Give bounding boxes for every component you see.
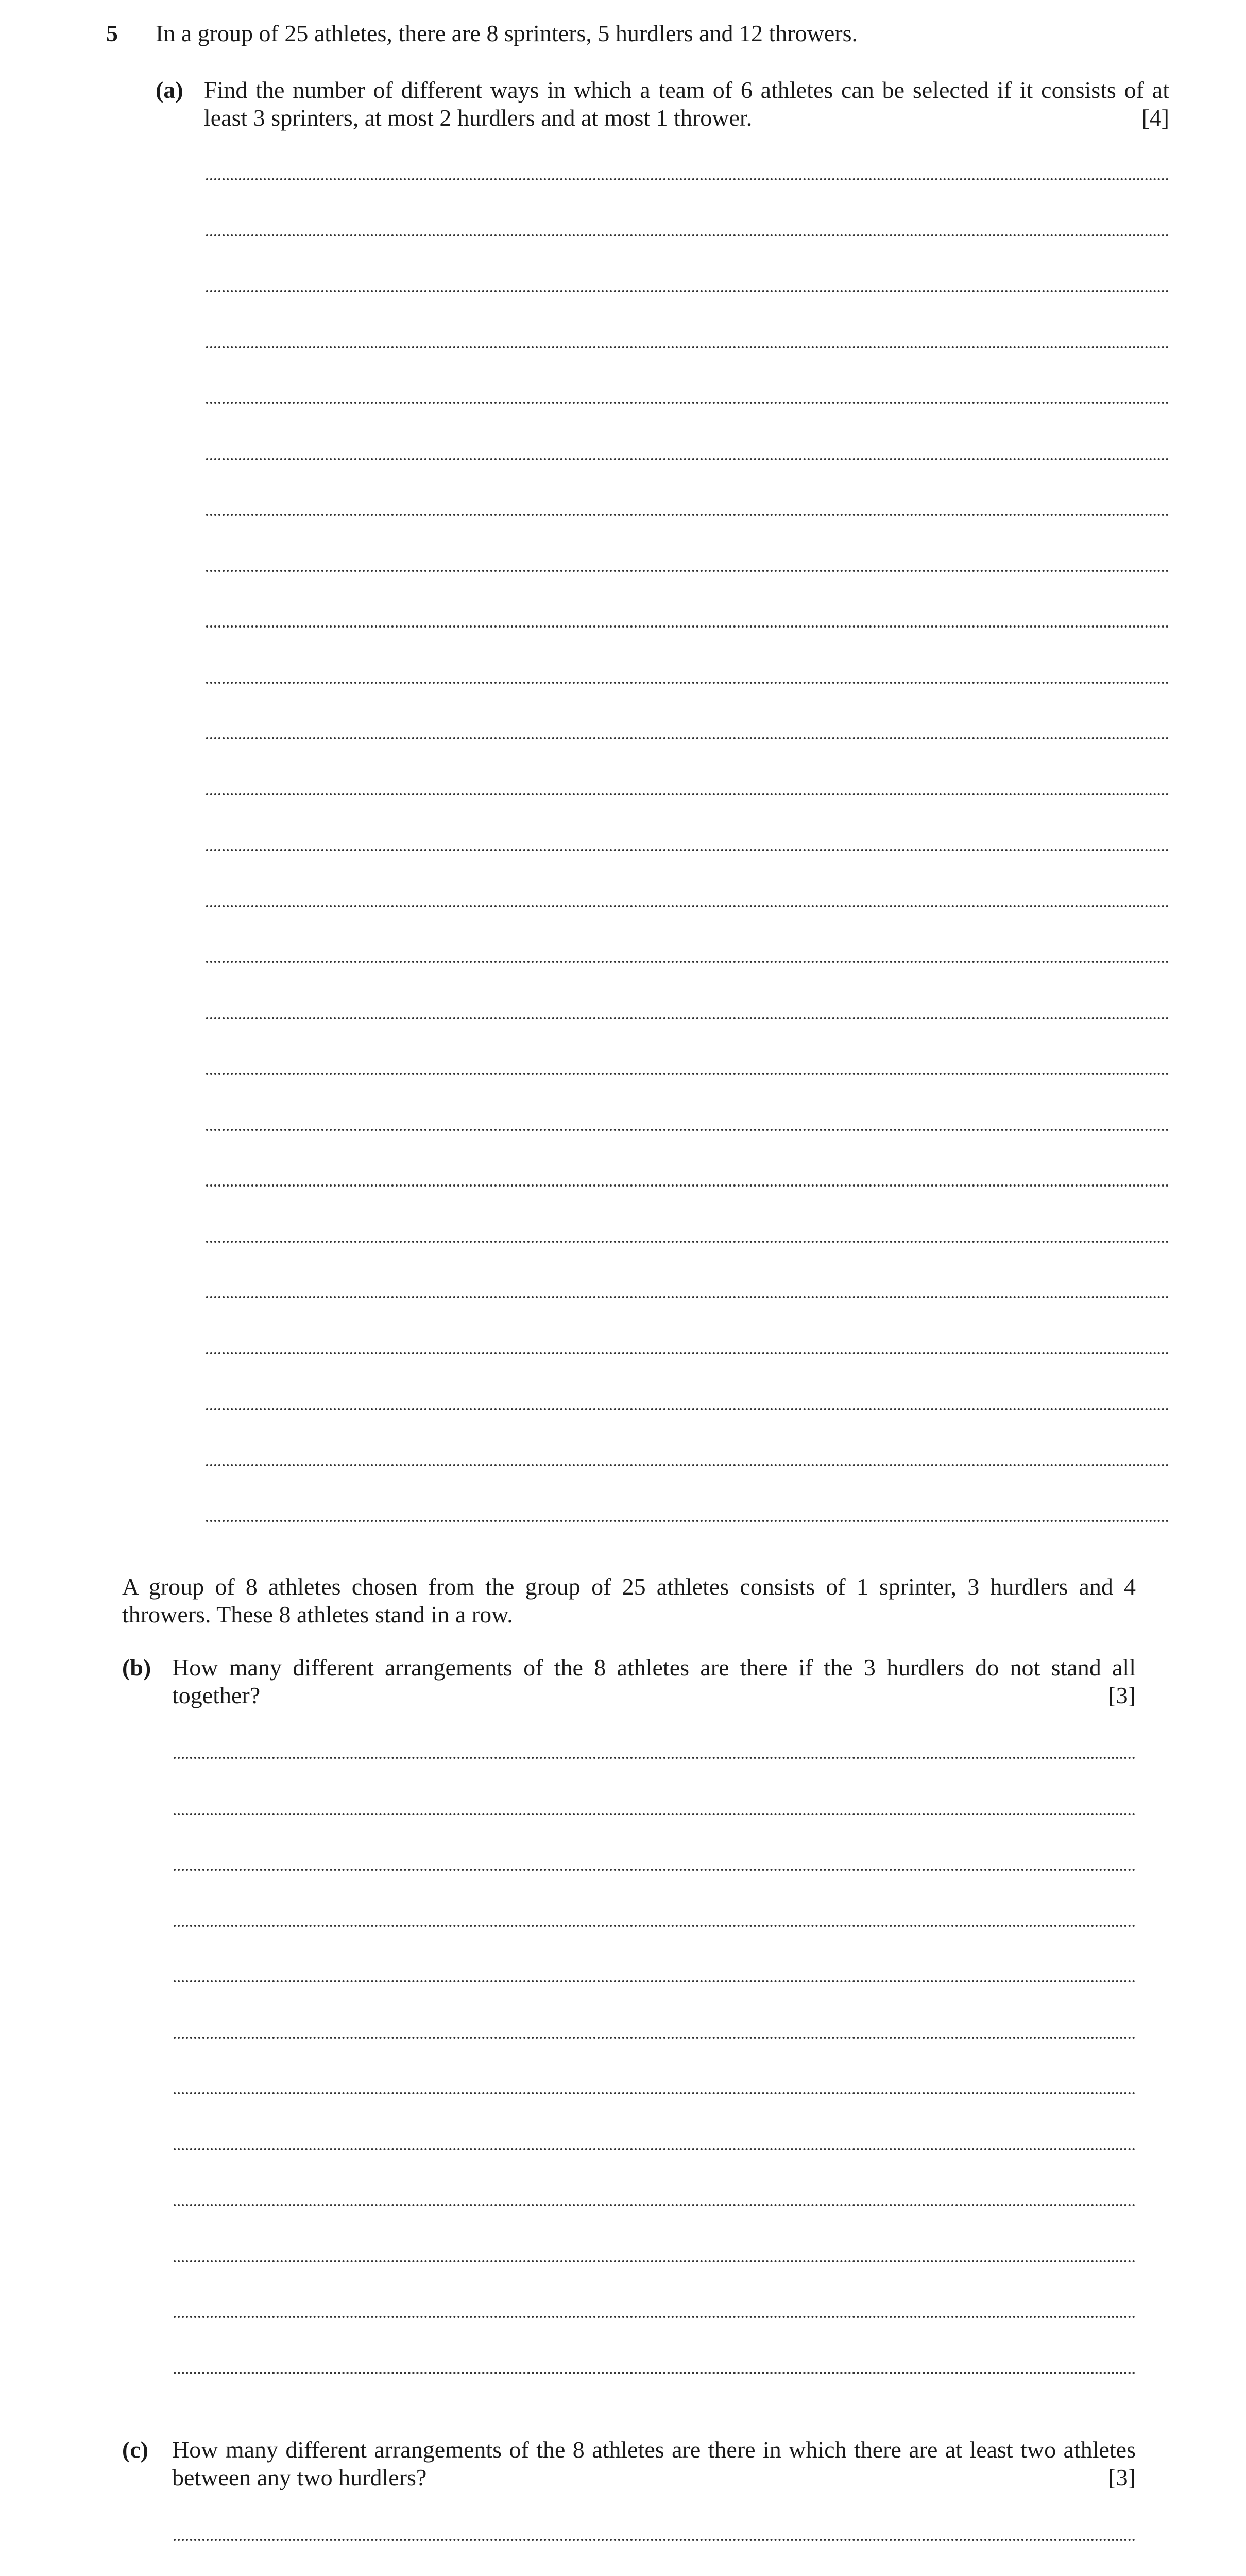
part-b-text-line1: How many different arrangements of the 8 athletes are there if the 3 hurdlers do not stand all <box>172 1654 1136 1681</box>
question-number: 5 <box>106 20 118 46</box>
part-a-label: (a) <box>156 77 183 103</box>
part-a-marks: [4] <box>1141 105 1169 131</box>
part-c-text-line1: How many different arrangements of the 8 athletes are there in which there are at least two athletes <box>172 2436 1136 2463</box>
part-c-answer-lines[interactable] <box>174 0 1136 2576</box>
answer-line[interactable] <box>174 2539 1136 2541</box>
context-text-line1: A group of 8 athletes chosen from the group of 25 athletes consists of 1 sprinter, 3 hurdlers and 4 <box>122 1573 1136 1600</box>
part-a-text-line2: least 3 sprinters, at most 2 hurdlers and at most 1 thrower. <box>204 105 753 131</box>
part-c-marks: [3] <box>1108 2464 1136 2490</box>
part-c-label: (c) <box>122 2436 149 2463</box>
part-c-text-line2: between any two hurdlers? <box>172 2464 427 2490</box>
part-b-marks: [3] <box>1108 1682 1136 1708</box>
part-b-label: (b) <box>122 1654 151 1681</box>
part-a-text-line1: Find the number of different ways in which a team of 6 athletes can be selected if it consists of at <box>204 77 1169 103</box>
context-text-line2: throwers. These 8 athletes stand in a row. <box>122 1601 513 1628</box>
question-stem: In a group of 25 athletes, there are 8 sprinters, 5 hurdlers and 12 throwers. <box>156 20 858 46</box>
part-b-text-line2: together? <box>172 1682 261 1708</box>
